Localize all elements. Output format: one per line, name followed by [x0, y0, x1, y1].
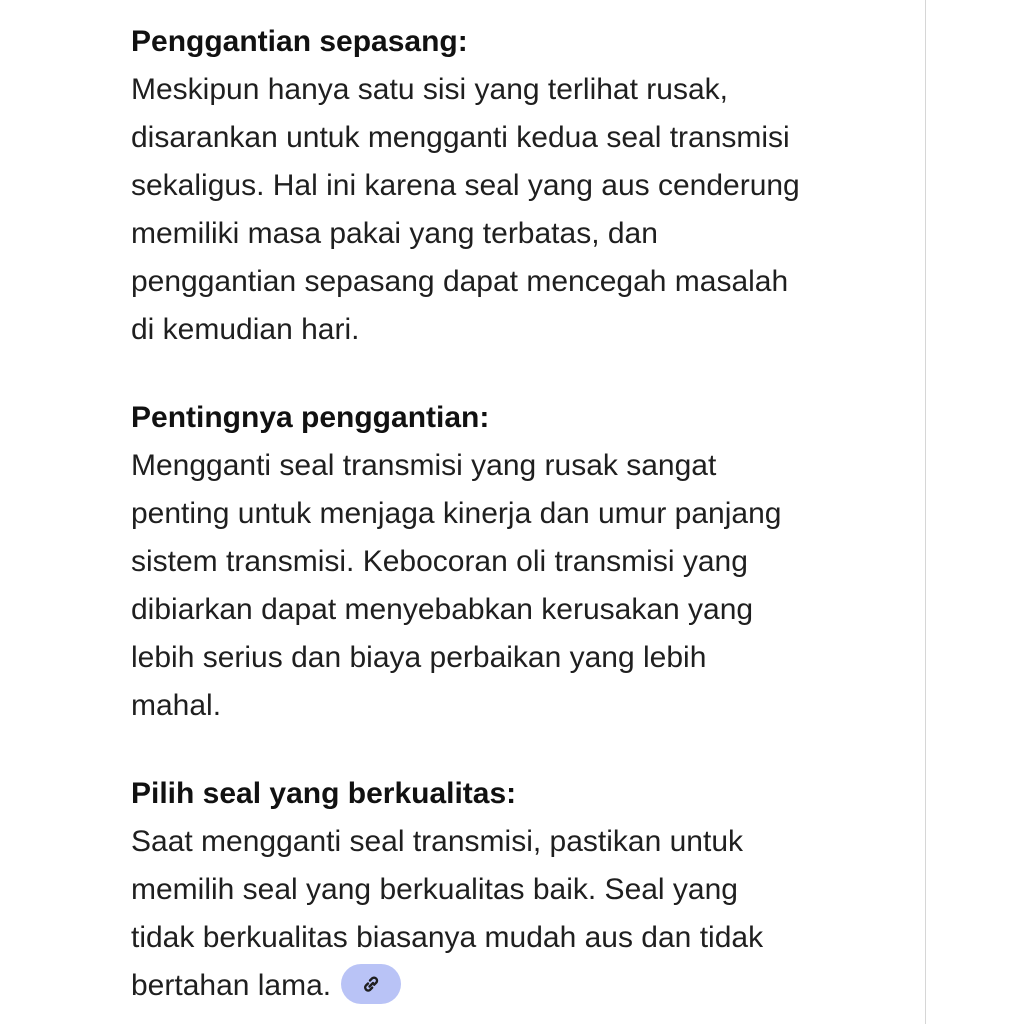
- section-body: [131, 442, 781, 730]
- body-line: tidak berkualitas biasanya mudah aus dan tidak: [131, 921, 764, 954]
- body-line: Meskipun hanya satu sisi yang terlihat rusak,: [131, 73, 728, 106]
- body-line: sistem transmisi. Kebocoran oli transmisi yang: [131, 545, 748, 578]
- section-title: Penggantian sepasang:: [131, 25, 468, 58]
- body-line: dibiarkan dapat menyebabkan kerusakan yang: [131, 593, 754, 626]
- body-line: memilih seal yang berkualitas baik. Seal yang: [131, 873, 738, 906]
- body-line: [131, 962, 763, 1010]
- body-line: mahal.: [131, 689, 222, 722]
- section-pilih-seal: [131, 770, 763, 1010]
- body-line: Mengganti seal transmisi yang rusak sangat: [131, 449, 717, 482]
- section-body: [131, 818, 763, 1010]
- section-pentingnya-penggantian: [131, 394, 781, 730]
- body-line: penggantian sepasang dapat mencegah masalah: [131, 265, 789, 298]
- link-icon: [360, 974, 382, 994]
- body-line: memiliki masa pakai yang terbatas, dan: [131, 217, 658, 250]
- body-line: Saat mengganti seal transmisi, pastikan untuk: [131, 825, 743, 858]
- section-title: Pilih seal yang berkualitas:: [131, 777, 517, 810]
- source-link-chip[interactable]: [341, 964, 401, 1004]
- body-line: disarankan untuk mengganti kedua seal transmisi: [131, 121, 790, 154]
- body-line: di kemudian hari.: [131, 313, 360, 346]
- body-line: penting untuk menjaga kinerja dan umur panjang: [131, 497, 782, 530]
- section-body: [131, 66, 800, 354]
- body-line: lebih serius dan biaya perbaikan yang lebih: [131, 641, 707, 674]
- body-line: sekaligus. Hal ini karena seal yang aus cenderung: [131, 169, 800, 202]
- section-title: Pentingnya penggantian:: [131, 401, 490, 434]
- section-penggantian-sepasang: [131, 18, 800, 354]
- panel-divider: [925, 0, 926, 1024]
- body-line-text: bertahan lama.: [131, 969, 332, 1002]
